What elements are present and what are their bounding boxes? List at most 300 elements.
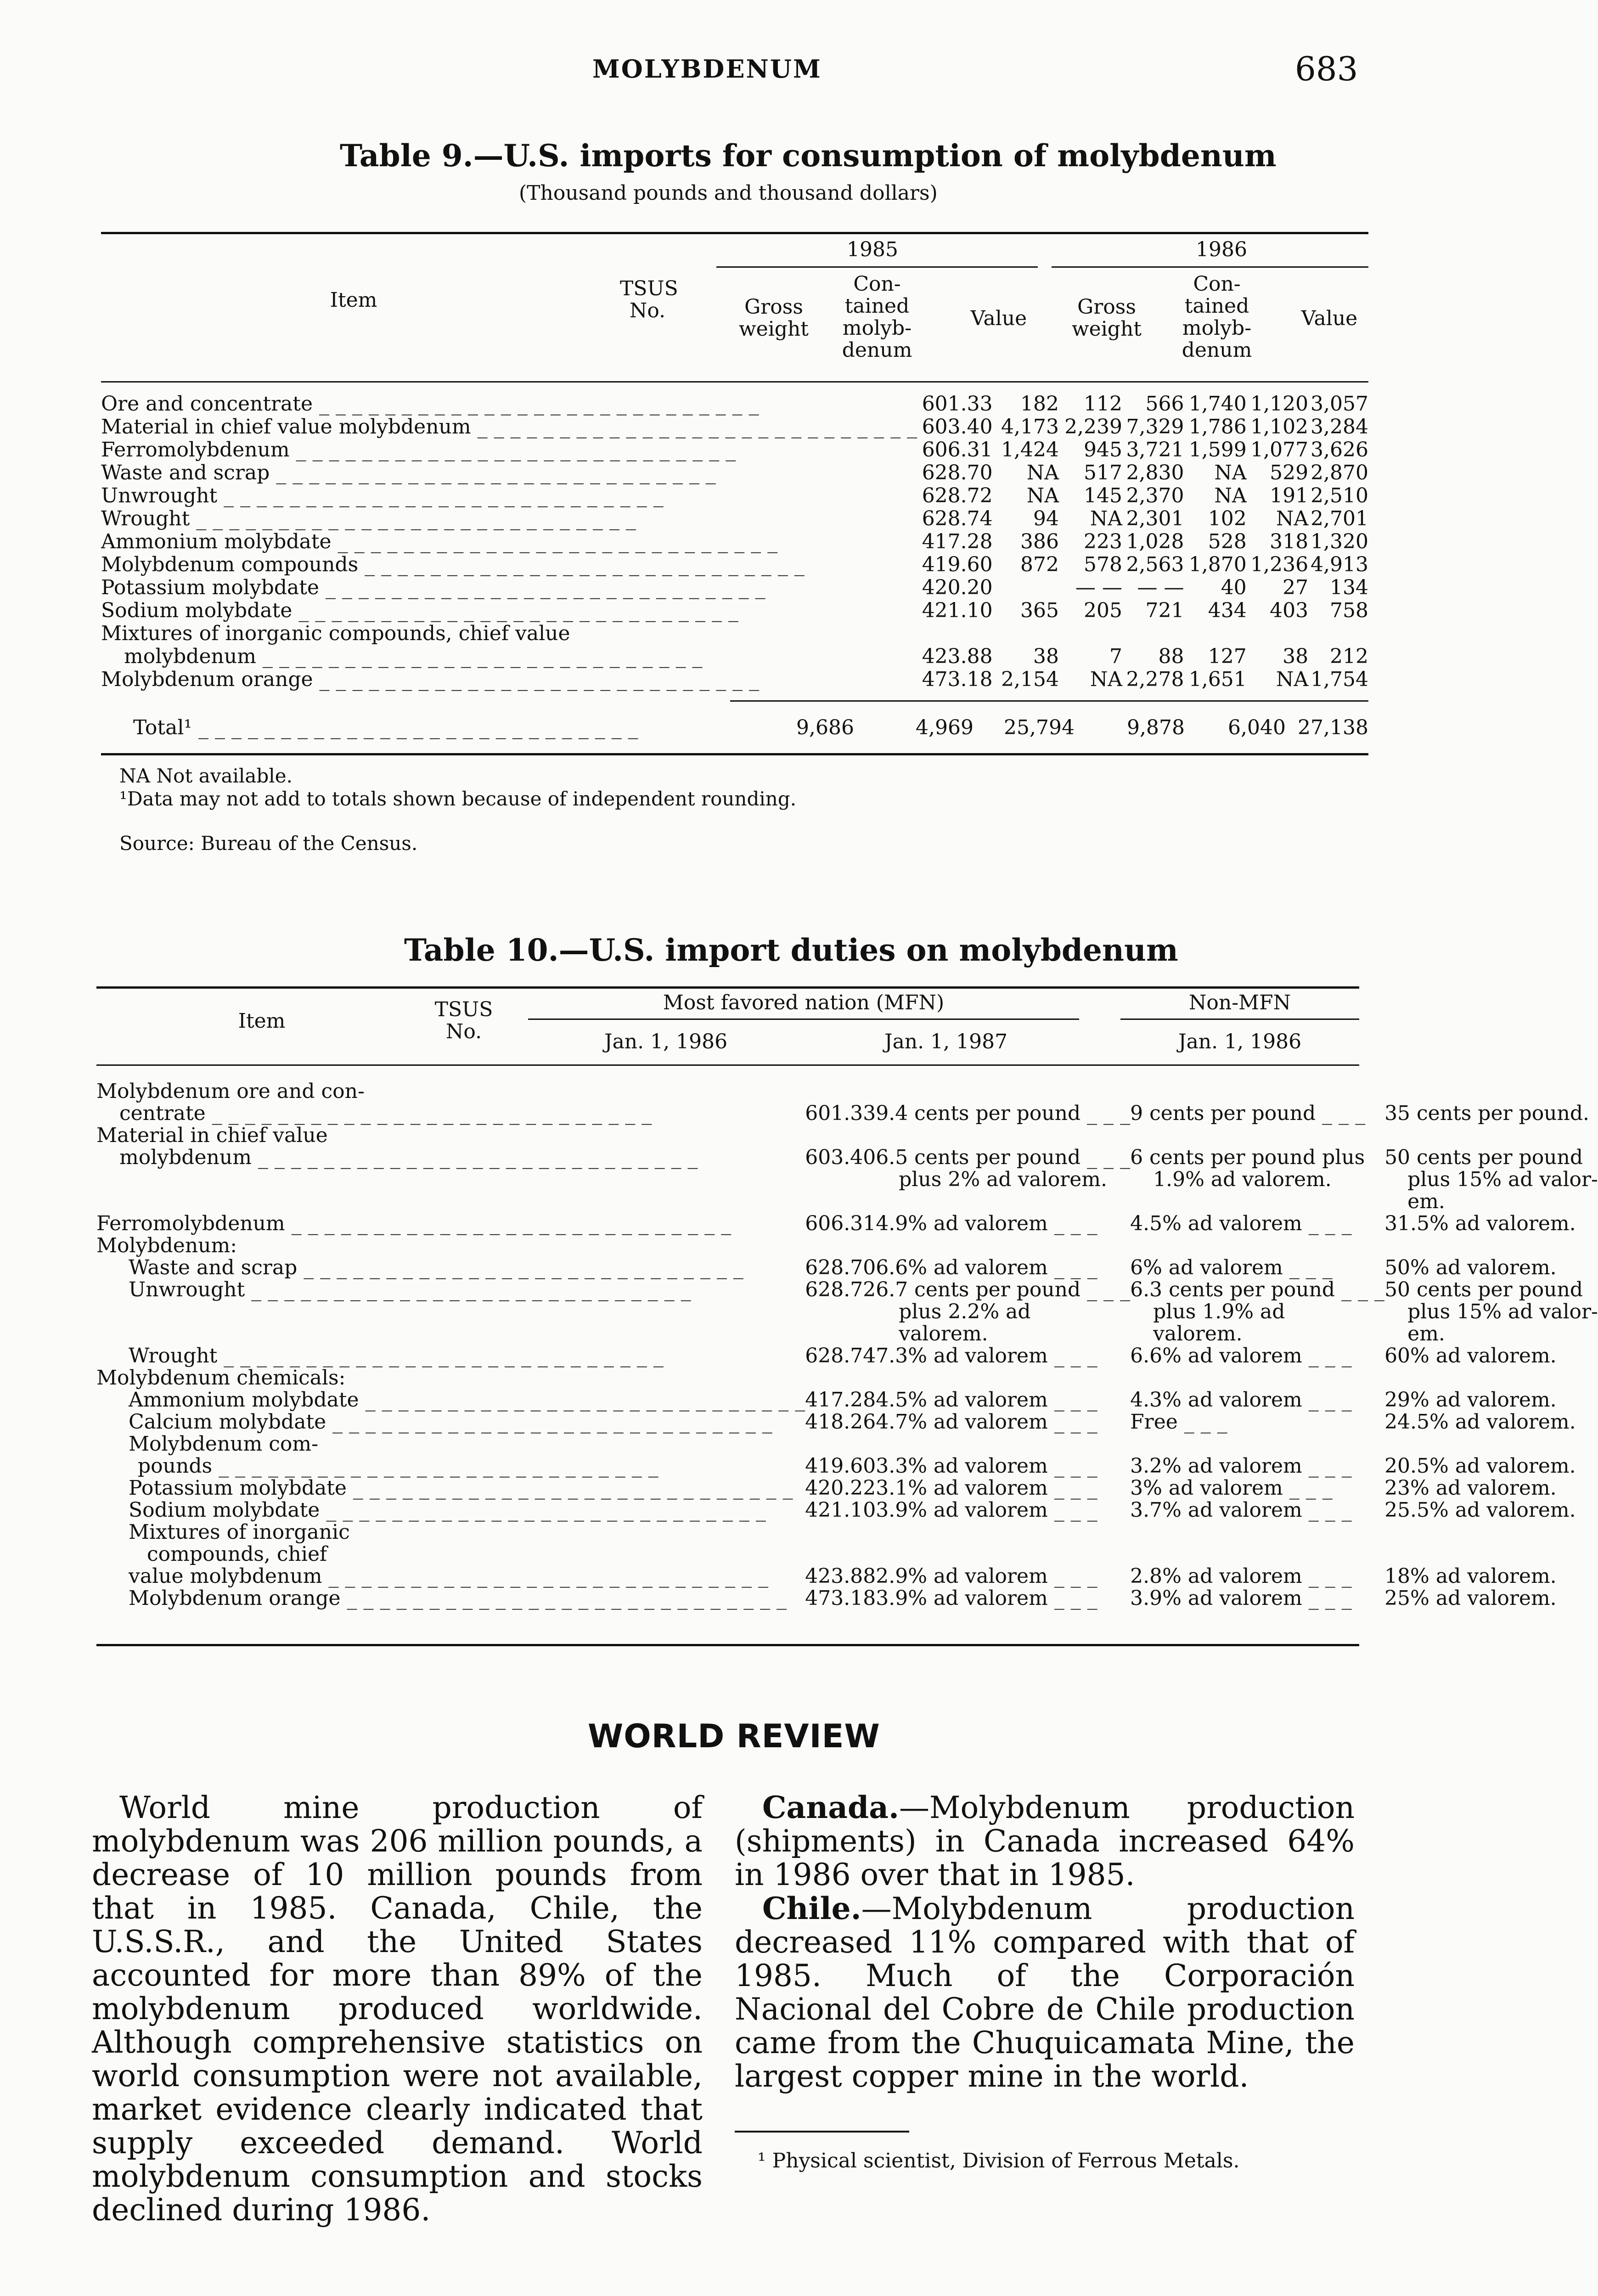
table10-item-cell: [96, 1411, 805, 1433]
leader-dashes: [313, 392, 759, 416]
table10-item-cell: [96, 1543, 805, 1565]
table9-cell-c85: 7: [1109, 645, 1123, 668]
table10-cell-tsus: [805, 1169, 876, 1191]
table9-col-value-86: Value: [1301, 307, 1358, 330]
table9-cell-c86: NA: [1276, 507, 1309, 530]
canada-heading: Canada.: [762, 1790, 899, 1825]
table10-cell-c: [1384, 1587, 1598, 1609]
table10-title: Table 10.—U.S. import duties on molybdenum: [404, 932, 1178, 968]
table9-cell-g86: [1184, 622, 1246, 645]
leader-dashes: _ _ _: [1302, 1388, 1352, 1412]
table9-item-cell: [101, 416, 917, 439]
table10-text-c: 50 cents per pound: [1384, 1146, 1583, 1169]
table9-item-cell: [101, 668, 917, 691]
table10-text-a: 6.7 cents per pound: [876, 1278, 1081, 1301]
table10-item-cell: [96, 1389, 805, 1411]
table9-col-contained-86: Con- tained molyb- denum: [1182, 272, 1252, 362]
table10-cell-c: [1384, 1301, 1598, 1323]
table9-item-cell: [101, 393, 917, 416]
table9-cell-v86: 212: [1330, 645, 1368, 668]
table10-row: [96, 1080, 1598, 1103]
table10-cell-tsus: [805, 1191, 876, 1213]
table10-text-a: 3.9% ad valorem: [876, 1587, 1048, 1610]
table9-cell-g86: NA: [1214, 461, 1247, 484]
leader-dashes: _ _ _: [1047, 1388, 1097, 1412]
table9-cell-v86: [1308, 622, 1368, 645]
page-number: 683: [1295, 50, 1358, 88]
table9-cell-v86: 4,913: [1311, 553, 1368, 576]
running-title: MOLYBDENUM: [592, 54, 822, 84]
table9-cell-tsus: 421.10: [922, 599, 993, 622]
footnote-rule: [735, 2131, 909, 2133]
table10-row: [96, 1389, 1598, 1411]
leader-dashes: _ _ _: [1047, 1410, 1097, 1434]
world-review-left-paragraph: World mine production of molybdenum was 206 million pounds, a decrease of 10 million pounds from that in 1985. Canada, Chile, the U.S.S.R., and the United States accounted for more than 89% of the molybdenum produced worldwide. Although comprehensive statistics on world consumption were not available, market evidence clearly indicated that supply exceeded demand. World molybdenum consumption and stocks declined during 1986.: [92, 1790, 703, 2228]
table9-body: [101, 393, 1368, 691]
table10-cell-b: [1130, 1477, 1384, 1499]
table9-cell-g86: 434: [1208, 599, 1247, 622]
table10-item-cell: [96, 1213, 805, 1235]
table10-item-label: Potassium molybdate: [129, 1476, 347, 1500]
table10-cell-c: [1384, 1565, 1598, 1587]
table10-cell-tsus: 420.22: [805, 1476, 876, 1500]
table9-cell-c85: 205: [1084, 599, 1123, 622]
table10-item-cell: [96, 1433, 805, 1455]
table10-date-1: Jan. 1, 1986: [604, 1030, 728, 1053]
table10-text-b: 2.8% ad valorem: [1130, 1564, 1302, 1588]
table10-item-cell: [96, 1169, 805, 1191]
table9-item-cell: [101, 439, 917, 461]
leader-dashes: _ _ _: [1302, 1564, 1352, 1588]
table9-cell-v86: 134: [1330, 576, 1368, 599]
leader-dashes: [332, 530, 778, 553]
table9-col-gross-86: Gross weight: [1072, 295, 1142, 341]
table10-header-rule: [96, 1064, 1359, 1066]
table10-item-cell: [96, 1080, 805, 1103]
table10-cell-b: [1130, 1125, 1384, 1147]
table9-item-cell: [101, 576, 917, 599]
table10-top-rule: [96, 986, 1359, 989]
leader-dashes: [217, 1344, 664, 1367]
table9-row: [101, 622, 1368, 645]
table10-text-c: plus 15% ad valor-: [1407, 1168, 1598, 1191]
table9-cell-g85: 38: [1033, 645, 1059, 668]
canada-paragraph: [735, 1791, 1355, 1891]
table9-cell-g86: NA: [1214, 484, 1247, 507]
table10-cell-b: [1130, 1389, 1384, 1411]
table10-text-c: 24.5% ad valorem.: [1384, 1410, 1576, 1434]
table10-cell-c: [1384, 1213, 1598, 1235]
table9-cell-tsus: 603.40: [922, 415, 993, 439]
table10-cell-tsus: 421.10: [805, 1498, 876, 1522]
table10-item-label: Material in chief value: [96, 1124, 328, 1147]
table9-cell-v85: 1,028: [1126, 530, 1184, 553]
table9-cell-g86: 1,651: [1188, 668, 1247, 691]
table10-cell-b: [1130, 1455, 1384, 1477]
table9-cell-g86: 1,740: [1188, 392, 1247, 416]
table10-text-a: valorem.: [899, 1322, 988, 1345]
table10-text-c: 18% ad valorem.: [1384, 1564, 1557, 1588]
table9-cell-g85: 1,424: [1001, 438, 1059, 461]
table10-item-cell: [96, 1235, 805, 1257]
table10-cell-a: [876, 1565, 1130, 1587]
table10-cell-b: [1130, 1235, 1384, 1257]
table10-cell-b: [1130, 1103, 1384, 1125]
table9-item-label: Sodium molybdate: [101, 599, 293, 622]
table10-row: [96, 1125, 1598, 1147]
table9-row: [101, 416, 1368, 439]
table9-cell-c86: 27: [1283, 576, 1309, 599]
table10-cell-tsus: [805, 1543, 876, 1565]
table9-cell-v86: 1,320: [1311, 530, 1368, 553]
table10-cell-a: [876, 1521, 1130, 1543]
table10-cell-tsus: 628.72: [805, 1278, 876, 1301]
table9-item-label: Unwrought: [101, 484, 218, 507]
table9-cell-c85: NA: [1090, 668, 1123, 691]
table10-item-cell: [96, 1477, 805, 1499]
table10-cell-c: [1384, 1323, 1598, 1345]
table9-item-cell: [101, 507, 917, 530]
table10-cell-c: [1384, 1521, 1598, 1543]
table10-cell-b: [1130, 1191, 1384, 1213]
table10-text-c: 25% ad valorem.: [1384, 1587, 1557, 1610]
table9-cell-tsus: [917, 622, 992, 645]
table10-text-b: Free: [1130, 1410, 1178, 1434]
leader-dashes: [206, 1102, 652, 1125]
table9-cell-g85: [993, 576, 1059, 599]
table10-mfn-header: Most favored nation (MFN): [663, 991, 945, 1014]
table9-cell-g86: 1,599: [1188, 438, 1247, 461]
table10-row: [96, 1543, 1598, 1565]
table9-cell-v85: — —: [1137, 576, 1184, 599]
table9-cell-v85: 7,329: [1126, 415, 1184, 439]
table9-cell-g85: NA: [1026, 461, 1059, 484]
table10-item-cell: [96, 1565, 805, 1587]
table9-col-gross-85: Gross weight: [739, 295, 809, 341]
table10-cell-tsus: 603.40: [805, 1146, 876, 1169]
table9-cell-tsus: 419.60: [922, 553, 993, 576]
table10-cell-a: [876, 1543, 1130, 1565]
table10-text-a: 6.5 cents per pound: [876, 1146, 1081, 1169]
leader-dashes: _ _ _: [1177, 1410, 1227, 1434]
table10-item-label: centrate: [119, 1102, 206, 1125]
leader-dashes: _ _ _: [1047, 1454, 1097, 1478]
table10-cell-tsus: [805, 1080, 876, 1103]
table9-cell-tsus: 420.20: [922, 576, 993, 599]
table9-title: Table 9.—U.S. imports for consumption of molybdenum: [340, 138, 1277, 174]
table9-cell-c85: — —: [1075, 576, 1123, 599]
table10-text-c: 50% ad valorem.: [1384, 1256, 1557, 1279]
table9-cell-tsus: 628.70: [922, 461, 993, 484]
table9-item-cell: [101, 461, 917, 484]
table9-row: [101, 393, 1368, 416]
table9-item-cell: [101, 599, 917, 622]
table10-cell-b: [1130, 1565, 1384, 1587]
table9-cell-v85: 721: [1145, 599, 1184, 622]
table9-cell-g85: NA: [1026, 484, 1059, 507]
leader-dashes: _ _ _: [1302, 1587, 1352, 1610]
table10-mfn-rule: [528, 1019, 1079, 1020]
leader-dashes: [359, 1388, 805, 1412]
table10-item-cell: [96, 1367, 805, 1389]
table9-cell-v85: 2,278: [1126, 668, 1184, 691]
leader-dashes: [341, 1587, 787, 1610]
table10-cell-b: [1130, 1367, 1384, 1389]
table10-cell-a: [876, 1477, 1130, 1499]
table9-cell-g85: 2,154: [1001, 668, 1059, 691]
leader-dashes: [297, 1256, 743, 1279]
table9-cell-g85: 365: [1020, 599, 1059, 622]
table10-text-b: valorem.: [1153, 1322, 1243, 1345]
table9-cell-v85: 2,370: [1126, 484, 1184, 507]
table9-note-na: NA Not available.: [119, 765, 293, 787]
leader-dashes: [326, 1410, 772, 1434]
table9-total-c85: 4,969: [916, 716, 973, 739]
table9-cell-v86: 2,870: [1311, 461, 1368, 484]
table10-text-b: 4.5% ad valorem: [1130, 1212, 1302, 1235]
table9-cell-g86: 40: [1221, 576, 1247, 599]
table10-item-label: Molybdenum com-: [129, 1432, 318, 1456]
table10-text-a: plus 2% ad valorem.: [899, 1168, 1107, 1191]
table9-row: [101, 553, 1368, 576]
table10-text-a: plus 2.2% ad: [899, 1300, 1031, 1323]
table10-item-label: pounds: [138, 1454, 213, 1478]
table10-item-cell: [96, 1521, 805, 1543]
table10-text-b: 4.3% ad valorem: [1130, 1388, 1302, 1412]
leader-dashes: [292, 599, 738, 622]
table9-cell-g85: 386: [1020, 530, 1059, 553]
table9-total-v85: 25,794: [1004, 716, 1075, 739]
table9-col-item: Item: [330, 288, 377, 312]
table9-item-label: Molybdenum compounds: [101, 553, 359, 576]
table9-item-label: Material in chief value molybdenum: [101, 415, 471, 439]
table9-total-v86: 27,138: [1298, 716, 1368, 739]
table10-item-label: Molybdenum:: [96, 1234, 237, 1257]
leader-dashes: _ _ _: [1047, 1476, 1097, 1500]
table10-cell-tsus: [805, 1125, 876, 1147]
table10-row: [96, 1411, 1598, 1433]
table9-cell-tsus: 423.88: [922, 645, 993, 668]
table9-cell-g85: [993, 622, 1059, 645]
chile-text: —Molybdenum production decreased 11% compared with that of 1985. Much of the Corporación Nacional del Cobre de Chile production came from the Chuquicamata Mine, the largest copper mine in the world.: [735, 1891, 1355, 2094]
table10-cell-c: [1384, 1411, 1598, 1433]
table10-cell-a: [876, 1455, 1130, 1477]
table10-row: [96, 1345, 1598, 1367]
table10-cell-a: [876, 1587, 1130, 1609]
table10-cell-tsus: 601.33: [805, 1102, 876, 1125]
table10-item-label: Sodium molybdate: [129, 1498, 320, 1522]
table9-item-label: Ferromolybdenum: [101, 438, 290, 461]
leader-dashes: [256, 645, 703, 668]
table10-cell-b: [1130, 1301, 1384, 1323]
table10-cell-b: [1130, 1433, 1384, 1455]
table10-cell-c: [1384, 1367, 1598, 1389]
table9-item-label: Ore and concentrate: [101, 392, 313, 416]
table10-cell-a: [876, 1279, 1130, 1301]
table10-cell-c: [1384, 1433, 1598, 1455]
table9-cell-c85: [1059, 622, 1122, 645]
leader-dashes: _ _ _: [1047, 1212, 1097, 1235]
table10-text-a: 4.9% ad valorem: [876, 1212, 1048, 1235]
leader-dashes: [290, 438, 736, 461]
table10-cell-a: [876, 1389, 1130, 1411]
table10-cell-c: [1384, 1125, 1598, 1147]
table9-cell-g86: 127: [1208, 645, 1247, 668]
table10-nonmfn-header: Non-MFN: [1188, 991, 1291, 1014]
table10-row: [96, 1433, 1598, 1455]
table10-text-a: 4.7% ad valorem: [876, 1410, 1048, 1434]
leader-dashes: _ _ _: [1047, 1344, 1097, 1367]
table9-cell-v86: 2,701: [1311, 507, 1368, 530]
table10-cell-c: [1384, 1103, 1598, 1125]
table10-cell-c: [1384, 1455, 1598, 1477]
table10-item-cell: [96, 1257, 805, 1279]
table10-cell-b: [1130, 1411, 1384, 1433]
table9-cell-c86: 403: [1270, 599, 1309, 622]
table10-text-a: 4.5% ad valorem: [876, 1388, 1048, 1412]
table10-item-label: Molybdenum orange: [129, 1587, 341, 1610]
table10-cell-a: [876, 1125, 1130, 1147]
leader-dashes: [471, 415, 917, 439]
table9-cell-v85: [1122, 622, 1184, 645]
table9-cell-v85: 88: [1158, 645, 1184, 668]
leader-dashes: [212, 1454, 658, 1478]
table10-cell-tsus: 418.26: [805, 1410, 876, 1434]
table9-cell-c86: 1,077: [1250, 438, 1309, 461]
leader-dashes: _ _ _: [1302, 1498, 1352, 1522]
table9-cell-v86: 2,510: [1311, 484, 1368, 507]
table10-text-b: plus 1.9% ad: [1153, 1300, 1285, 1323]
table9-cell-v86: 3,057: [1311, 392, 1368, 416]
table10-item-label: Wrought: [129, 1344, 218, 1367]
table9-cell-g85: 4,173: [1001, 415, 1059, 439]
table9-col-contained-85: Con- tained molyb- denum: [842, 272, 912, 362]
table10-cell-tsus: 628.70: [805, 1256, 876, 1279]
table10-text-a: 6.6% ad valorem: [876, 1256, 1048, 1279]
leader-dashes: [270, 461, 716, 484]
table10-text-c: 20.5% ad valorem.: [1384, 1454, 1576, 1478]
table10-cell-b: [1130, 1345, 1384, 1367]
leader-dashes: _ _ _: [1080, 1102, 1131, 1125]
table10-item-label: Molybdenum chemicals:: [96, 1366, 346, 1390]
table10-text-a: 3.3% ad valorem: [876, 1454, 1048, 1478]
table10-cell-a: [876, 1147, 1130, 1169]
leader-dashes: _ _ _: [1283, 1476, 1333, 1500]
chile-paragraph: [735, 1892, 1355, 2093]
leader-dashes: _ _ _: [1283, 1256, 1333, 1279]
table9-item-label: molybdenum: [124, 645, 256, 668]
table10-row: [96, 1169, 1598, 1191]
table9-row: [101, 668, 1368, 691]
canada-text: —Molybdenum production (shipments) in Canada increased 64% in 1986 over that in 1985.: [735, 1790, 1355, 1892]
leader-dashes: [319, 576, 765, 599]
table10-cell-a: [876, 1323, 1130, 1345]
table10-cell-tsus: [805, 1323, 876, 1345]
leader-dashes: _ _ _: [1316, 1102, 1366, 1125]
leader-dashes: [322, 1564, 768, 1588]
leader-dashes: [217, 484, 664, 507]
leader-dashes: _ _ _: [1047, 1564, 1097, 1588]
table10-text-b: 9 cents per pound: [1130, 1102, 1316, 1125]
table9-item-label: Molybdenum orange: [101, 668, 313, 691]
table9-item-cell: [101, 622, 917, 645]
table10-cell-tsus: 423.88: [805, 1564, 876, 1588]
table9-cell-c86: 1,120: [1250, 392, 1309, 416]
table9-year-1985: 1985: [847, 238, 898, 261]
leader-dashes: _ _ _: [1047, 1498, 1097, 1522]
table10-text-b: 6.3 cents per pound: [1130, 1278, 1335, 1301]
table10-item-label: Molybdenum ore and con-: [96, 1080, 365, 1103]
table10-cell-tsus: 473.18: [805, 1587, 876, 1610]
table10-row: [96, 1565, 1598, 1587]
table9-cell-v85: 3,721: [1126, 438, 1184, 461]
table10-cell-tsus: 606.31: [805, 1212, 876, 1235]
table9-cell-c85: 2,239: [1064, 415, 1123, 439]
table10-cell-b: [1130, 1543, 1384, 1565]
table9-cell-c85: 578: [1084, 553, 1123, 576]
table10-row: [96, 1213, 1598, 1235]
table9-cell-c85: 517: [1084, 461, 1123, 484]
table9-cell-g86: 1,786: [1188, 415, 1247, 439]
table10-item-cell: [96, 1301, 805, 1323]
table10-text-a: 2.9% ad valorem: [876, 1564, 1048, 1588]
table9-header-rule: [101, 381, 1368, 383]
table9-cell-tsus: 628.74: [922, 507, 993, 530]
table9-cell-c85: 145: [1084, 484, 1123, 507]
table10-row: [96, 1521, 1598, 1543]
table10-cell-a: [876, 1367, 1130, 1389]
leader-dashes: _ _ _: [1047, 1587, 1097, 1610]
table9-total-label: Total¹: [133, 716, 192, 739]
table9-1986-rule: [1052, 266, 1368, 268]
table10-item-cell: [96, 1191, 805, 1213]
table9-bottom-rule: [101, 753, 1368, 755]
table10-row: [96, 1235, 1598, 1257]
table9-item-label: Waste and scrap: [101, 461, 270, 484]
table10-col-tsus: TSUS No.: [434, 998, 493, 1043]
table10-text-c: 50 cents per pound: [1384, 1278, 1583, 1301]
table10-row: [96, 1257, 1598, 1279]
table10-text-a: 3.1% ad valorem: [876, 1476, 1048, 1500]
table10-cell-c: [1384, 1279, 1598, 1301]
table10-text-b: 1.9% ad valorem.: [1153, 1168, 1332, 1191]
table9-col-value-85: Value: [970, 307, 1027, 330]
table9-cell-c86: 191: [1270, 484, 1309, 507]
table10-item-cell: [96, 1103, 805, 1125]
table10-cell-a: [876, 1257, 1130, 1279]
table10-text-c: plus 15% ad valor-: [1407, 1300, 1598, 1323]
table10-text-a: 7.3% ad valorem: [876, 1344, 1048, 1367]
table9-cell-c85: 112: [1084, 392, 1123, 416]
table10-text-b: 6.6% ad valorem: [1130, 1344, 1302, 1367]
table10-row: [96, 1279, 1598, 1301]
table10-item-cell: [96, 1125, 805, 1147]
table10-cell-a: [876, 1213, 1130, 1235]
table9-cell-c85: 223: [1084, 530, 1123, 553]
table10-cell-a: [876, 1301, 1130, 1323]
table10-date-2: Jan. 1, 1987: [884, 1030, 1008, 1053]
table10-item-cell: [96, 1587, 805, 1609]
chile-heading: Chile.: [762, 1891, 861, 1926]
table10-item-cell: [96, 1279, 805, 1301]
table10-cell-b: [1130, 1521, 1384, 1543]
table10-cell-a: [876, 1433, 1130, 1455]
table10-row: [96, 1103, 1598, 1125]
table9-cell-c86: 318: [1270, 530, 1309, 553]
table9-cell-v86: 3,626: [1311, 438, 1368, 461]
table10-item-label: Ammonium molybdate: [129, 1388, 359, 1412]
table10-row: [96, 1477, 1598, 1499]
